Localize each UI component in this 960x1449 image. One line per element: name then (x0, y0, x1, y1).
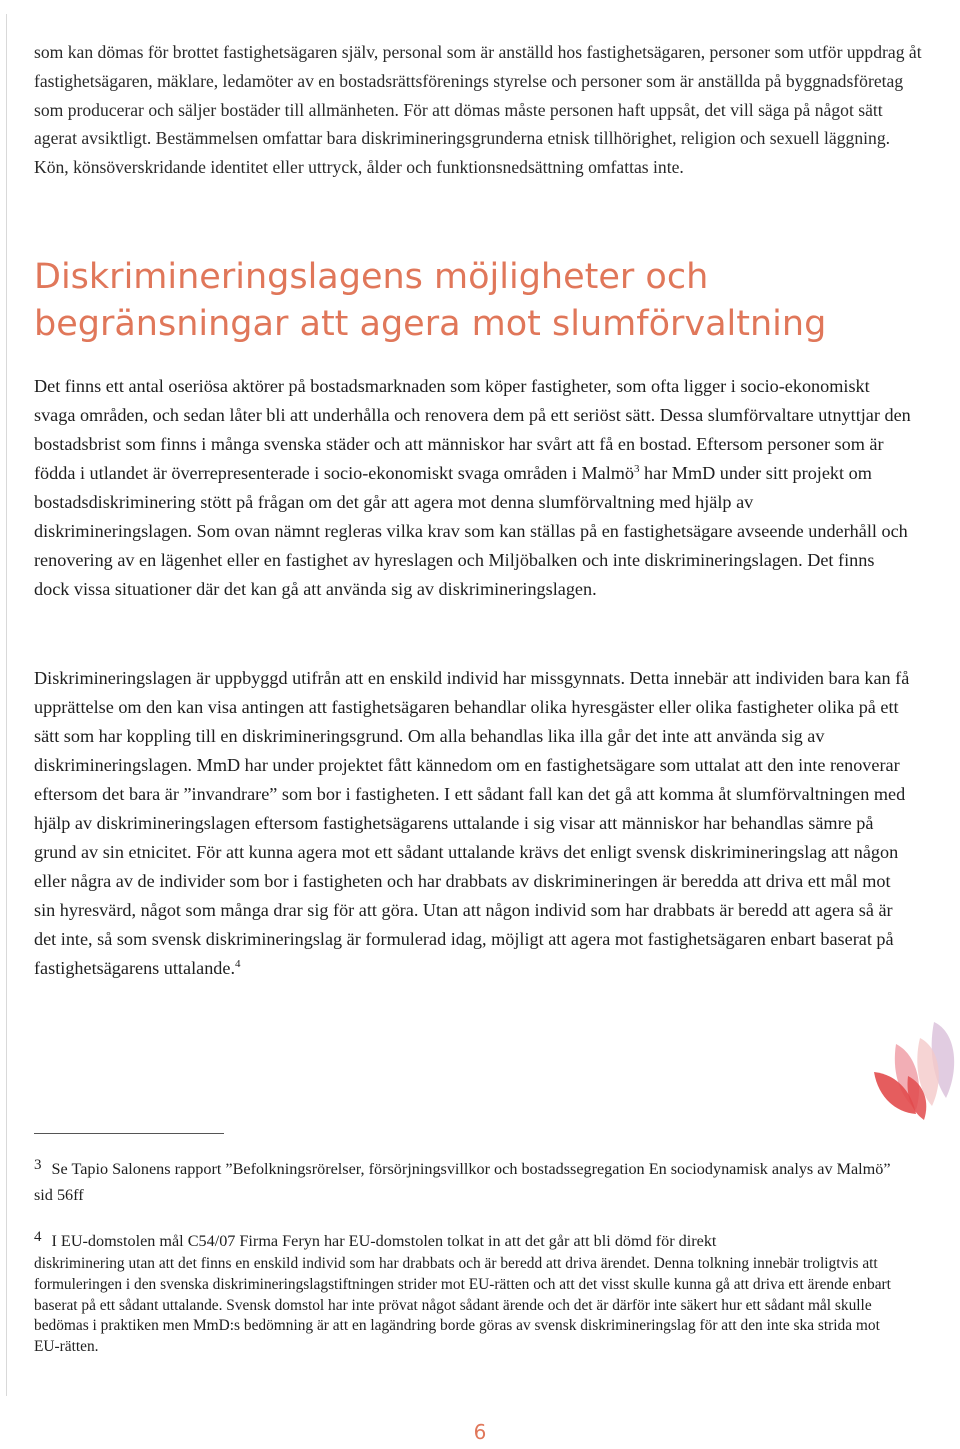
footnote-3-number: 3 (34, 1157, 42, 1173)
footnote-divider (34, 1133, 224, 1134)
footnote-ref-4[interactable]: 4 (235, 957, 241, 970)
footnote-4-lead-text: I EU-domstolen mål C54/07 Firma Feryn har EU-domstolen tolkat in att det går att bli dömd för direkt (51, 1232, 717, 1250)
paragraph-1-text-a: Det finns ett antal oseriösa aktörer på bostadsmarknaden som köper fastigheter, som ofta ligger i socio-ekonomiskt svaga områden, och sedan låter bli att underhålla och renovera dem på ett seriöst sätt. Dessa slumförvaltare utnyttjar den bostadsbrist som finns i många svenska städer och att människor har svårt att få en bostad. Eftersom personer som är födda i utlandet är överrepresenterade i socio-ekonomiskt svaga områden i Malmö (34, 376, 911, 483)
footnote-ref-3[interactable]: 3 (633, 462, 640, 475)
footnote-4-lead (34, 1224, 904, 1254)
lotus-flower-icon (868, 1010, 960, 1122)
section-heading: Diskrimineringslagens möjligheter och begränsningar att agera mot slumförvaltning (34, 257, 827, 344)
footnote-3-text: Se Tapio Salonens rapport ”Befolkningsrörelser, försörjningsvillkor och bostadssegregation En sociodynamisk analys av Malmö” sid 56ff (34, 1160, 891, 1204)
footnote-3 (34, 1152, 904, 1208)
body-paragraph-1 (34, 372, 914, 604)
page-margin-rule (6, 14, 7, 1396)
intro-paragraph: som kan dömas för brottet fastighetsägaren själv, personal som är anställd hos fastighetsägaren, personer som utför uppdrag åt fastighetsägaren, mäklare, ledamöter av en bostadsrättsförenings styrelse och personer som är anställda på byggnadsföretag som producerar och säljer bostäder till allmänheten. För att dömas måste personen haft uppsåt, det vill säga på något sätt agerat avsiktligt. Bestämmelsen omfattar bara diskrimineringsgrunderna etnisk tillhörighet, religion och sexuell läggning. Kön, könsöverskridande identitet eller uttryck, ålder och funktionsnedsättning omfattas inte. (34, 42, 922, 178)
paragraph-2-text: Diskrimineringslagen är uppbyggd utifrån att en enskild individ har missgynnats. Detta innebär att individen bara kan få upprättelse om den kan visa antingen att fastighetsägaren behandlar olika hyresgäster eller olika fastigheter olika på ett sätt som har koppling till en diskrimineringsgrund. Om alla behandlas lika illa går det inte att använda sig av diskrimineringslagen. MmD har under projektet fått kännedom om en fastighetsägare som uttalat att den inte renoverar eftersom det bara är ”invandrare” som bor i fastigheten. I ett sådant fall kan det gå att komma åt slumförvaltningen med hjälp av diskrimineringslagen eftersom fastighetsägarens uttalande i sig visar att människor har behandlas sämre på grund av sin etnicitet. För att kunna agera mot ett sådant uttalande krävs det enligt svensk diskrimineringslag att någon eller några av de individer som bor i fastigheten och har drabbats av diskrimineringen är beredda att driva ett mål mot sin hyresvärd, något som många drar sig för att göra. Utan att någon individ som har drabbats är beredd att agera så är det inte, så som svensk diskrimineringslag är formulerad idag, möjligt att agera mot fastighetsägaren enbart baserat på fastighetsägarens uttalande. (34, 668, 910, 978)
footnote-4-body: diskriminering utan att det finns en enskild individ som har drabbats och är beredd att driva ärendet. Denna tolkning innebär troligtvis att formuleringen i den svenska diskrimineringslagstiftningen strider mot EU-rätten och att det visst skulle kunna gå att driva ett ärende enbart baserat på ett sådant uttalande. Svensk domstol har inte prövat något sådant ärende och det är därför inte säkert hur ett sådant mål skulle bedömas i praktiken men MmD:s bedömning är att en lagändring borde göras av svensk diskrimineringslag för att den inte ska strida mot EU-rätten. (34, 1255, 891, 1356)
paragraph-1-text-b: har MmD under sitt projekt om bostadsdiskriminering stött på frågan om det går att agera mot denna slumförvaltning med hjälp av diskrimineringslagen. Som ovan nämnt regleras vilka krav som kan ställas på en fastighetsägare avseende underhåll och renovering av en lägenhet eller en fastighet av hyreslagen och Miljöbalken och inte diskrimineringslagen. Det finns dock vissa situationer där det kan gå att använda sig av diskrimineringslagen. (34, 463, 908, 599)
footnote-4-number: 4 (34, 1229, 42, 1245)
body-paragraph-2 (34, 664, 914, 983)
page-number: 6 (473, 1420, 487, 1444)
